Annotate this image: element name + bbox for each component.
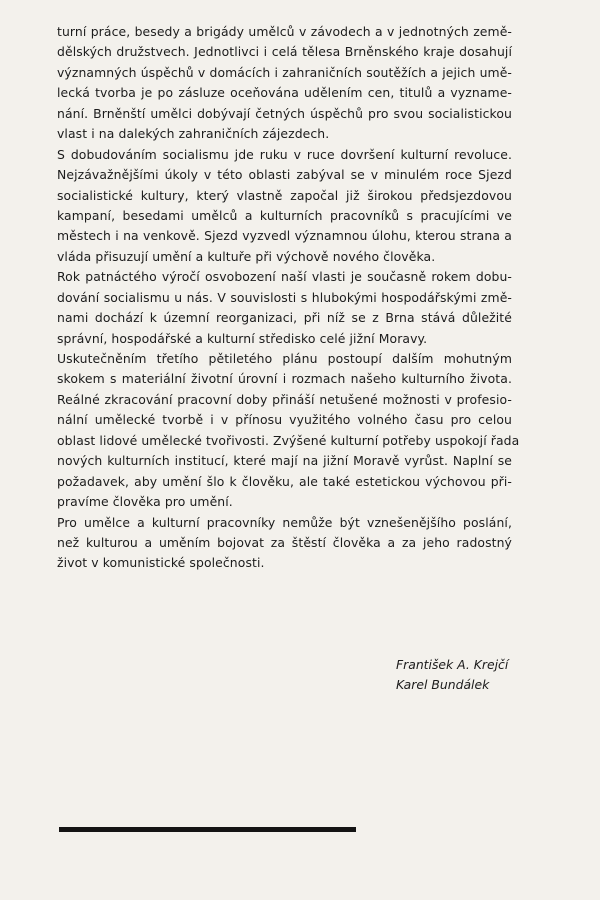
text-line: S dobudováním socialismu jde ruku v ruce dovršení kulturní revoluce. — [57, 146, 512, 162]
text-line: požadavek, aby umění šlo k člověku, ale také estetickou výchovou při- — [57, 473, 512, 489]
text-line: Nejzávažnějšími úkoly v této oblasti zabýval se v minulém roce Sjezd — [57, 167, 512, 183]
text-line: vlast i na dalekých zahraničních zájezdech. — [57, 126, 330, 142]
text-line: správní, hospodářské a kulturní středisko celé jižní Moravy. — [57, 330, 428, 346]
text-line: Rok patnáctého výročí osvobození naší vlasti je současně rokem dobu- — [57, 269, 512, 285]
paragraph-3 — [57, 267, 512, 349]
text-line: Uskutečněním třetího pětiletého plánu postoupí dalším mohutným — [57, 351, 512, 366]
bottom-rule — [59, 827, 356, 832]
text-line: Reálné zkracování pracovní doby přináší netušené možnosti v profesio- — [57, 391, 512, 407]
text-line: turní práce, besedy a brigády umělců v závodech a v jednotných země- — [57, 24, 512, 39]
text-line: nální umělecké tvorbě i v přínosu využitého volného času pro celou — [57, 412, 512, 428]
text-line: vláda přisuzují umění a kultuře při výchově nového člověka. — [57, 248, 436, 264]
signature-name: Karel Bundálek — [396, 677, 490, 692]
signature-name: František A. Krejčí — [396, 657, 509, 672]
body-text — [57, 22, 520, 574]
text-line: lecká tvorba je po zásluze oceňována udělením cen, titulů a vyzname- — [57, 85, 512, 101]
text-line: než kulturou a uměním bojovat za štěstí člověka a za jeho radostný — [57, 534, 512, 550]
text-line: nání. Brněnští umělci dobývají četných úspěchů pro svou socialistickou — [57, 105, 512, 121]
paragraph-4 — [57, 349, 520, 513]
text-line: nami dochází k územní reorganizaci, při níž se z Brna stává důležité — [57, 310, 512, 326]
text-line: dování socialismu u nás. V souvislosti s hlubokými hospodářskými změ- — [57, 289, 512, 305]
text-line: skokem s materiální životní úrovní i rozmach našeho kulturního života. — [57, 371, 512, 387]
text-line: městech i na venkově. Sjezd vyzvedl významnou úlohu, kterou strana a — [57, 228, 512, 244]
paragraph-1 — [57, 22, 512, 145]
text-line: Pro umělce a kulturní pracovníky nemůže být vznešenějšího poslání, — [57, 514, 512, 530]
paragraph-2 — [57, 145, 512, 268]
text-line: socialistické kultury, který vlastně započal již širokou předsjezdovou — [57, 187, 512, 203]
text-line: dělských družstvech. Jednotlivci i celá tělesa Brněnského kraje dosahují — [57, 44, 512, 60]
paragraph-5 — [57, 513, 512, 574]
signature-block — [396, 655, 556, 695]
text-line: pravíme člověka pro umění. — [57, 494, 233, 510]
text-line: oblast lidové umělecké tvořivosti. Zvýšené kulturní potřeby uspokojí řada — [57, 432, 520, 448]
text-line: život v komunistické společnosti. — [57, 555, 265, 571]
text-line: kampaní, besedami umělců a kulturních pracovníků s pracujícími ve — [57, 207, 512, 223]
text-line: významných úspěchů v domácích i zahraničních soutěžích a jejich umě- — [57, 64, 512, 80]
text-line: nových kulturních institucí, které mají na jižní Moravě vyrůst. Naplní se — [57, 453, 512, 469]
